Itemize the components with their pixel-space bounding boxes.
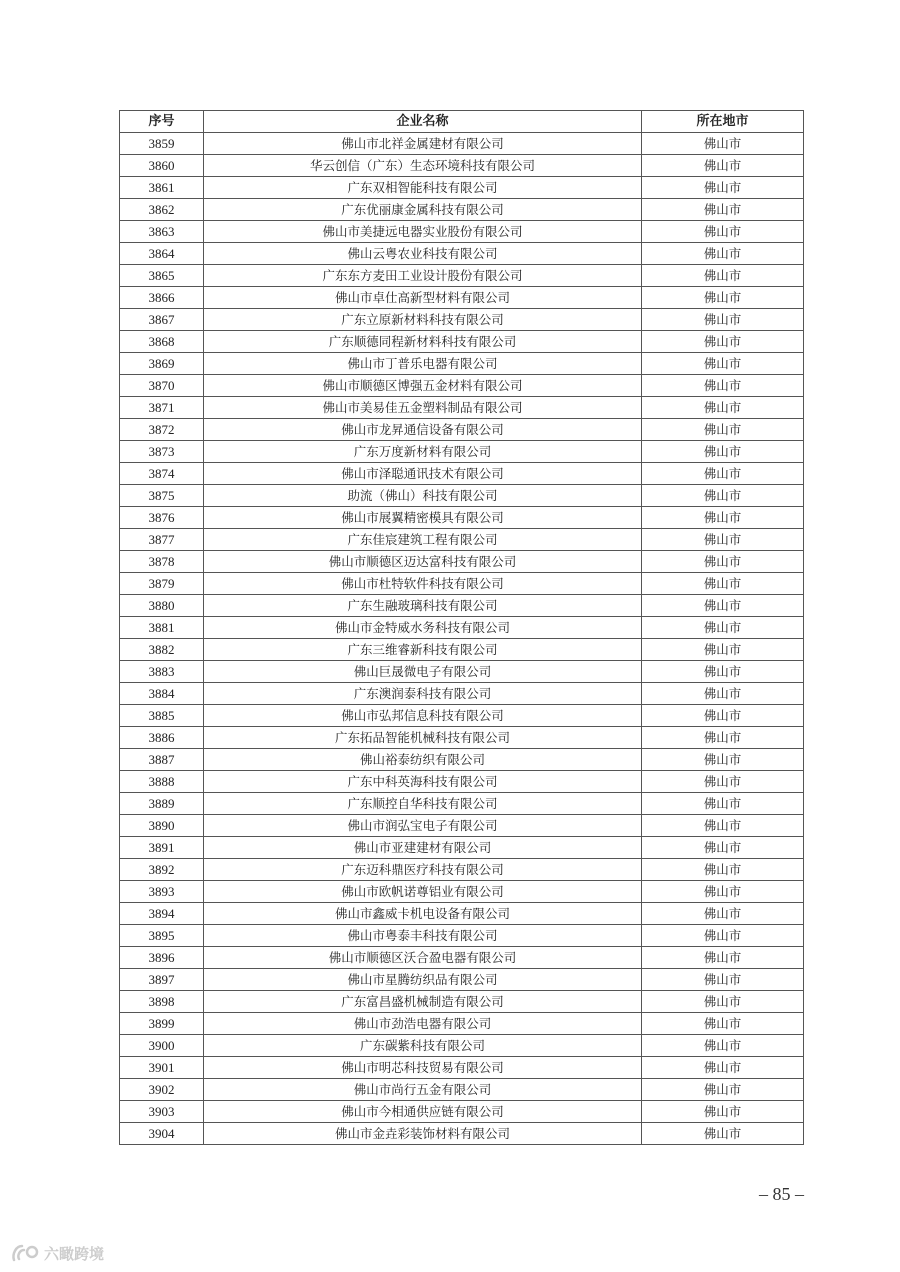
cell-city: 佛山市 <box>642 441 804 463</box>
cell-company-name: 广东双相智能科技有限公司 <box>204 177 642 199</box>
cell-serial: 3887 <box>120 749 204 771</box>
cell-serial: 3862 <box>120 199 204 221</box>
table-row <box>120 1123 804 1145</box>
table-row <box>120 375 804 397</box>
cell-city: 佛山市 <box>642 881 804 903</box>
cell-company-name: 佛山市泽聪通讯技术有限公司 <box>204 463 642 485</box>
cell-serial: 3859 <box>120 133 204 155</box>
table-row <box>120 1035 804 1057</box>
table-row <box>120 331 804 353</box>
header-city: 所在地市 <box>642 111 804 133</box>
logo-mark-icon <box>10 1242 40 1264</box>
cell-city: 佛山市 <box>642 485 804 507</box>
cell-serial: 3894 <box>120 903 204 925</box>
cell-company-name: 佛山市展翼精密模具有限公司 <box>204 507 642 529</box>
cell-city: 佛山市 <box>642 947 804 969</box>
cell-company-name: 广东碳紫科技有限公司 <box>204 1035 642 1057</box>
cell-serial: 3893 <box>120 881 204 903</box>
cell-city: 佛山市 <box>642 969 804 991</box>
cell-serial: 3880 <box>120 595 204 617</box>
table-row <box>120 485 804 507</box>
cell-company-name: 佛山市润弘宝电子有限公司 <box>204 815 642 837</box>
cell-company-name: 佛山市弘邦信息科技有限公司 <box>204 705 642 727</box>
table-row <box>120 925 804 947</box>
table-row <box>120 133 804 155</box>
table-body <box>120 133 804 1145</box>
cell-city: 佛山市 <box>642 529 804 551</box>
cell-company-name: 佛山市顺德区迈达富科技有限公司 <box>204 551 642 573</box>
cell-company-name: 广东万度新材料有限公司 <box>204 441 642 463</box>
cell-company-name: 佛山云粤农业科技有限公司 <box>204 243 642 265</box>
cell-city: 佛山市 <box>642 991 804 1013</box>
table-row <box>120 419 804 441</box>
table-row <box>120 793 804 815</box>
table-row <box>120 661 804 683</box>
cell-company-name: 佛山市卓仕高新型材料有限公司 <box>204 287 642 309</box>
cell-serial: 3902 <box>120 1079 204 1101</box>
table-header-row <box>120 111 804 133</box>
table-row <box>120 155 804 177</box>
table-row <box>120 683 804 705</box>
header-company-name: 企业名称 <box>204 111 642 133</box>
table-row <box>120 705 804 727</box>
cell-city: 佛山市 <box>642 133 804 155</box>
table-row <box>120 771 804 793</box>
table-row <box>120 573 804 595</box>
cell-serial: 3872 <box>120 419 204 441</box>
table-row <box>120 243 804 265</box>
cell-city: 佛山市 <box>642 309 804 331</box>
cell-company-name: 广东顺控自华科技有限公司 <box>204 793 642 815</box>
cell-serial: 3884 <box>120 683 204 705</box>
cell-city: 佛山市 <box>642 265 804 287</box>
cell-serial: 3878 <box>120 551 204 573</box>
cell-city: 佛山市 <box>642 331 804 353</box>
cell-serial: 3879 <box>120 573 204 595</box>
cell-city: 佛山市 <box>642 1057 804 1079</box>
cell-city: 佛山市 <box>642 639 804 661</box>
cell-city: 佛山市 <box>642 1079 804 1101</box>
cell-company-name: 广东拓品智能机械科技有限公司 <box>204 727 642 749</box>
cell-company-name: 佛山市今相通供应链有限公司 <box>204 1101 642 1123</box>
cell-company-name: 佛山市美捷远电器实业股份有限公司 <box>204 221 642 243</box>
cell-serial: 3903 <box>120 1101 204 1123</box>
table-row <box>120 1057 804 1079</box>
cell-company-name: 助流（佛山）科技有限公司 <box>204 485 642 507</box>
table-row <box>120 309 804 331</box>
cell-serial: 3901 <box>120 1057 204 1079</box>
cell-city: 佛山市 <box>642 925 804 947</box>
cell-company-name: 广东佳宸建筑工程有限公司 <box>204 529 642 551</box>
table-row <box>120 463 804 485</box>
cell-city: 佛山市 <box>642 177 804 199</box>
table-row <box>120 947 804 969</box>
cell-company-name: 佛山市金特威水务科技有限公司 <box>204 617 642 639</box>
cell-city: 佛山市 <box>642 155 804 177</box>
cell-city: 佛山市 <box>642 1101 804 1123</box>
cell-serial: 3870 <box>120 375 204 397</box>
table-row <box>120 837 804 859</box>
cell-company-name: 佛山市欧帆诺尊铝业有限公司 <box>204 881 642 903</box>
header-serial: 序号 <box>120 111 204 133</box>
cell-city: 佛山市 <box>642 749 804 771</box>
cell-serial: 3889 <box>120 793 204 815</box>
table-row <box>120 529 804 551</box>
table-row <box>120 881 804 903</box>
table-row <box>120 639 804 661</box>
cell-company-name: 佛山市亚建建材有限公司 <box>204 837 642 859</box>
cell-city: 佛山市 <box>642 727 804 749</box>
table-row <box>120 595 804 617</box>
table-row <box>120 991 804 1013</box>
cell-serial: 3875 <box>120 485 204 507</box>
cell-company-name: 广东富昌盛机械制造有限公司 <box>204 991 642 1013</box>
table-row <box>120 815 804 837</box>
cell-serial: 3892 <box>120 859 204 881</box>
cell-serial: 3895 <box>120 925 204 947</box>
table-row <box>120 903 804 925</box>
cell-company-name: 广东中科英海科技有限公司 <box>204 771 642 793</box>
cell-company-name: 佛山市劲浩电器有限公司 <box>204 1013 642 1035</box>
cell-company-name: 华云创信（广东）生态环境科技有限公司 <box>204 155 642 177</box>
cell-serial: 3877 <box>120 529 204 551</box>
table-row <box>120 727 804 749</box>
cell-serial: 3904 <box>120 1123 204 1145</box>
cell-city: 佛山市 <box>642 419 804 441</box>
cell-company-name: 佛山市鑫威卡机电设备有限公司 <box>204 903 642 925</box>
cell-company-name: 广东迈科鼎医疗科技有限公司 <box>204 859 642 881</box>
cell-serial: 3899 <box>120 1013 204 1035</box>
cell-city: 佛山市 <box>642 199 804 221</box>
cell-city: 佛山市 <box>642 573 804 595</box>
cell-company-name: 佛山市美易佳五金塑料制品有限公司 <box>204 397 642 419</box>
cell-serial: 3860 <box>120 155 204 177</box>
cell-serial: 3861 <box>120 177 204 199</box>
cell-serial: 3871 <box>120 397 204 419</box>
cell-city: 佛山市 <box>642 375 804 397</box>
cell-serial: 3863 <box>120 221 204 243</box>
cell-company-name: 佛山市金垚彩装饰材料有限公司 <box>204 1123 642 1145</box>
cell-serial: 3868 <box>120 331 204 353</box>
watermark <box>10 1242 104 1264</box>
cell-city: 佛山市 <box>642 617 804 639</box>
cell-city: 佛山市 <box>642 221 804 243</box>
table-row <box>120 1101 804 1123</box>
cell-company-name: 佛山市粤泰丰科技有限公司 <box>204 925 642 947</box>
cell-serial: 3869 <box>120 353 204 375</box>
cell-serial: 3896 <box>120 947 204 969</box>
cell-serial: 3865 <box>120 265 204 287</box>
cell-company-name: 佛山市龙昇通信设备有限公司 <box>204 419 642 441</box>
cell-company-name: 佛山市顺德区博强五金材料有限公司 <box>204 375 642 397</box>
table-row <box>120 441 804 463</box>
cell-city: 佛山市 <box>642 661 804 683</box>
cell-company-name: 佛山市丁普乐电器有限公司 <box>204 353 642 375</box>
cell-city: 佛山市 <box>642 705 804 727</box>
table-row <box>120 397 804 419</box>
cell-city: 佛山市 <box>642 397 804 419</box>
cell-city: 佛山市 <box>642 793 804 815</box>
cell-city: 佛山市 <box>642 1013 804 1035</box>
cell-city: 佛山市 <box>642 1123 804 1145</box>
cell-serial: 3881 <box>120 617 204 639</box>
cell-company-name: 广东生融玻璃科技有限公司 <box>204 595 642 617</box>
cell-company-name: 佛山市顺德区沃合盈电器有限公司 <box>204 947 642 969</box>
cell-company-name: 广东东方麦田工业设计股份有限公司 <box>204 265 642 287</box>
cell-serial: 3876 <box>120 507 204 529</box>
cell-city: 佛山市 <box>642 815 804 837</box>
table-row <box>120 551 804 573</box>
cell-city: 佛山市 <box>642 243 804 265</box>
table-row <box>120 353 804 375</box>
cell-company-name: 广东立原新材料科技有限公司 <box>204 309 642 331</box>
cell-serial: 3890 <box>120 815 204 837</box>
table-row <box>120 199 804 221</box>
cell-company-name: 佛山市尚行五金有限公司 <box>204 1079 642 1101</box>
cell-company-name: 广东澳润泰科技有限公司 <box>204 683 642 705</box>
cell-city: 佛山市 <box>642 595 804 617</box>
cell-serial: 3866 <box>120 287 204 309</box>
cell-serial: 3886 <box>120 727 204 749</box>
cell-serial: 3882 <box>120 639 204 661</box>
cell-city: 佛山市 <box>642 463 804 485</box>
cell-company-name: 佛山巨晟微电子有限公司 <box>204 661 642 683</box>
cell-city: 佛山市 <box>642 1035 804 1057</box>
table-row <box>120 221 804 243</box>
cell-serial: 3888 <box>120 771 204 793</box>
cell-serial: 3897 <box>120 969 204 991</box>
table-row <box>120 1079 804 1101</box>
cell-city: 佛山市 <box>642 683 804 705</box>
cell-city: 佛山市 <box>642 507 804 529</box>
table-row <box>120 969 804 991</box>
table-row <box>120 265 804 287</box>
cell-serial: 3898 <box>120 991 204 1013</box>
cell-company-name: 佛山裕泰纺织有限公司 <box>204 749 642 771</box>
table-row <box>120 617 804 639</box>
cell-company-name: 佛山市北祥金属建材有限公司 <box>204 133 642 155</box>
watermark-text: 六瞰跨境 <box>44 1244 105 1263</box>
cell-city: 佛山市 <box>642 859 804 881</box>
cell-company-name: 佛山市星腾纺织品有限公司 <box>204 969 642 991</box>
cell-serial: 3883 <box>120 661 204 683</box>
cell-serial: 3867 <box>120 309 204 331</box>
cell-city: 佛山市 <box>642 903 804 925</box>
table-row <box>120 749 804 771</box>
table-row <box>120 287 804 309</box>
table-row <box>120 859 804 881</box>
cell-serial: 3900 <box>120 1035 204 1057</box>
cell-serial: 3885 <box>120 705 204 727</box>
cell-city: 佛山市 <box>642 287 804 309</box>
cell-serial: 3864 <box>120 243 204 265</box>
cell-serial: 3891 <box>120 837 204 859</box>
cell-city: 佛山市 <box>642 837 804 859</box>
cell-company-name: 广东优丽康金属科技有限公司 <box>204 199 642 221</box>
cell-serial: 3873 <box>120 441 204 463</box>
cell-city: 佛山市 <box>642 353 804 375</box>
cell-company-name: 佛山市明芯科技贸易有限公司 <box>204 1057 642 1079</box>
page-number: – 85 – <box>759 1184 804 1204</box>
cell-company-name: 广东顺德同程新材料科技有限公司 <box>204 331 642 353</box>
table-row <box>120 177 804 199</box>
cell-city: 佛山市 <box>642 551 804 573</box>
cell-company-name: 佛山市杜特软件科技有限公司 <box>204 573 642 595</box>
table-row <box>120 507 804 529</box>
enterprise-table <box>119 110 804 1145</box>
cell-company-name: 广东三维睿新科技有限公司 <box>204 639 642 661</box>
table-row <box>120 1013 804 1035</box>
cell-city: 佛山市 <box>642 771 804 793</box>
cell-serial: 3874 <box>120 463 204 485</box>
